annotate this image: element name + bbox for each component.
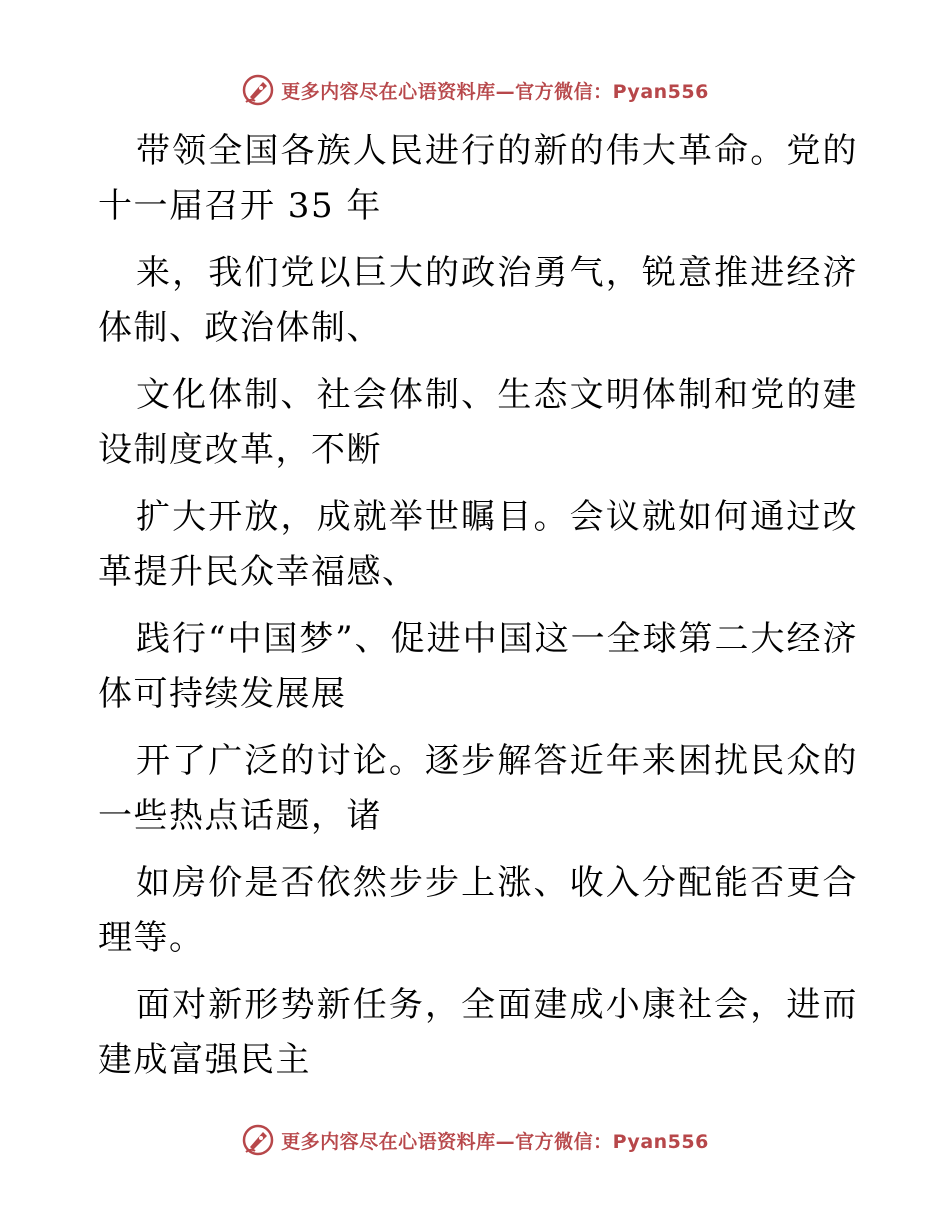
paragraph: 如房价是否依然步步上涨、收入分配能否更合理等。 — [98, 863, 858, 958]
pen-nib-circle-icon — [241, 73, 275, 107]
header-watermark-banner — [0, 70, 950, 110]
document-body — [98, 124, 858, 1088]
paragraph: 面对新形势新任务，全面建成小康社会，进而建成富强民主 — [98, 985, 858, 1080]
paragraph: 践行“中国梦”、促进中国这一全球第二大经济体可持续发展展 — [98, 619, 858, 714]
pen-nib-circle-icon — [241, 1123, 275, 1157]
paragraph: 来，我们党以巨大的政治勇气，锐意推进经济体制、政治体制、 — [98, 253, 858, 348]
paragraph: 开了广泛的讨论。逐步解答近年来困扰民众的一些热点话题，诸 — [98, 741, 858, 836]
footer-watermark-text: 更多内容尽在心语资料库—官方微信：Pyan556 — [281, 1130, 709, 1153]
paragraph: 扩大开放，成就举世瞩目。会议就如何通过改革提升民众幸福感、 — [98, 497, 858, 592]
footer-watermark-banner — [0, 1120, 950, 1160]
header-watermark-text: 更多内容尽在心语资料库—官方微信：Pyan556 — [281, 80, 709, 103]
paragraph: 带领全国各族人民进行的新的伟大革命。党的十一届召开 35 年 — [98, 131, 858, 226]
paragraph: 文化体制、社会体制、生态文明体制和党的建设制度改革，不断 — [98, 375, 858, 470]
